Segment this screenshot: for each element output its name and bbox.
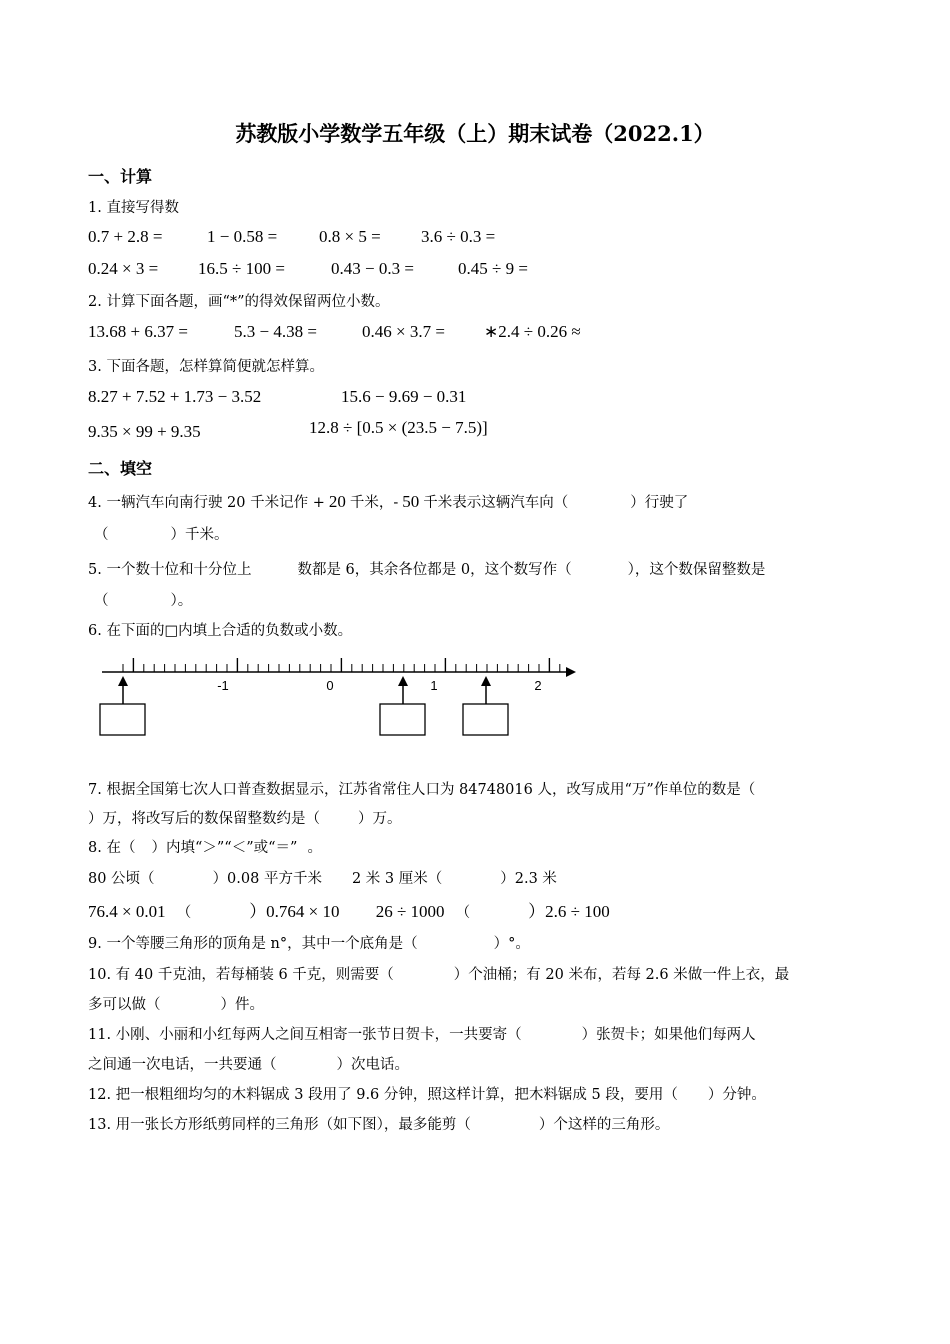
q8-text: ）0.08 平方千米 <box>212 871 322 887</box>
q8-prompt <box>88 836 322 857</box>
q1-item: 0.8 × 5 = <box>319 227 381 246</box>
q8-expr: ）2.6 ÷ 100 <box>528 902 610 921</box>
q9-text: ）°。 <box>493 936 530 952</box>
q3-expression: 15.6 − 9.69 − 0.31 <box>341 387 467 406</box>
q6-prompt: 6. 在下面的□内填上合适的负数或小数。 <box>88 623 353 639</box>
q3-expression: 12.8 ÷ [0.5 × (23.5 − 7.5)] <box>309 418 488 437</box>
answer-box[interactable] <box>100 704 145 735</box>
q11-text: ）次电话。 <box>336 1057 409 1073</box>
up-arrow-head <box>118 676 128 686</box>
q11-text: ）张贺卡；如果他们每两人 <box>581 1027 756 1043</box>
q5-text: ），这个数保留整数是 <box>627 562 766 578</box>
q7-text: ）万，将改写后的数保留整数约是（ <box>88 811 320 827</box>
q4-text: ）行驶了 <box>630 495 689 511</box>
q1-item: 0.43 − 0.3 = <box>331 259 414 278</box>
q2-item: 5.3 − 4.38 = <box>234 322 317 341</box>
q9-text: 9. 一个等腰三角形的顶角是 n°，其中一个底角是（ <box>88 936 418 952</box>
q2-item: 0.46 × 3.7 = <box>362 322 445 341</box>
tick-label-1: 1 <box>430 678 438 693</box>
q7-text: ）万。 <box>358 811 402 827</box>
q10-line1 <box>88 963 789 984</box>
up-arrow-head <box>481 676 491 686</box>
q12-line <box>88 1083 766 1104</box>
section-heading-calc: 一、计算 <box>88 167 153 186</box>
q8-paren: （ <box>455 905 471 921</box>
q11-line1 <box>88 1023 756 1044</box>
q4-text: 千米表示这辆汽车向（ <box>423 495 569 511</box>
q8-expr: 76.4 × 0.01 <box>88 902 166 921</box>
q10-line2 <box>88 993 264 1014</box>
q8-text: 。 <box>307 840 322 856</box>
q4-value: 50 <box>402 492 420 511</box>
q12-text: 12. 把一根粗细均匀的木料锯成 3 段用了 9.6 分钟，照这样计算，把木料锯成 5 段，要用（ <box>88 1087 678 1103</box>
q8-text: ）2.3 米 <box>500 871 557 887</box>
tick-group <box>123 658 560 672</box>
q4-text: 千米，- <box>349 495 399 511</box>
q1-item: 0.45 ÷ 9 = <box>458 259 528 278</box>
q1-item: 16.5 ÷ 100 = <box>198 259 285 278</box>
q10-text: ）件。 <box>220 997 264 1013</box>
q5-text: 数都是 6，其余各位都是 0，这个数写作（ <box>297 562 572 578</box>
q8-text: 2 米 3 厘米（ <box>351 871 443 887</box>
q8-expr: ）0.764 × 10 <box>249 902 340 921</box>
q3-expression: 9.35 × 99 + 9.35 <box>88 422 201 441</box>
q8-row1 <box>88 867 557 888</box>
q11-line2 <box>88 1053 409 1074</box>
q7-line2 <box>88 807 402 828</box>
q10-text: ）个油桶；有 20 米布，若每 2.6 米做一件上衣，最 <box>453 967 790 983</box>
answer-box[interactable] <box>380 704 425 735</box>
q8-expr: 26 ÷ 1000 <box>375 902 445 921</box>
q10-text: 10. 有 40 千克油，若每桶装 6 千克，则需要（ <box>88 967 394 983</box>
q1-item: 0.24 × 3 = <box>88 259 159 278</box>
page-title: 苏教版小学数学五年级（上）期末试卷（2022.1） <box>235 121 715 146</box>
q11-text: 11. 小刚、小丽和小红每两人之间互相寄一张节日贺卡，一共要寄（ <box>88 1027 522 1043</box>
q11-text: 之间通一次电话，一共要通（ <box>88 1057 277 1073</box>
q5-text: 5. 一个数十位和十分位上 <box>88 562 252 578</box>
tick-label-0: 0 <box>326 678 334 693</box>
section-heading-fill: 二、填空 <box>88 459 153 478</box>
tick-label-neg1: -1 <box>217 678 229 693</box>
q5-line2 <box>94 589 192 610</box>
q13-text: 13. 用一张长方形纸剪同样的三角形（如下图），最多能剪（ <box>88 1117 471 1133</box>
q9-line <box>88 932 530 953</box>
q12-text: ）分钟。 <box>707 1087 766 1103</box>
q4-text: ）千米。 <box>170 527 229 543</box>
q4-line2 <box>94 523 229 544</box>
up-arrow-head <box>398 676 408 686</box>
q8-text: 80 公顷（ <box>88 871 155 887</box>
q13-line <box>88 1113 669 1134</box>
q4-text: （ <box>94 527 109 543</box>
q7-line1: 7. 根据全国第七次人口普查数据显示，江苏省常住人口为 84748016 人，改写成用“万”作单位的数是（ <box>88 782 756 798</box>
tick-label-2: 2 <box>534 678 542 693</box>
q5-text: ）。 <box>170 593 193 609</box>
q1-item: 3.6 ÷ 0.3 = <box>421 227 496 246</box>
q8-row2 <box>88 897 610 922</box>
number-line-figure <box>90 640 590 745</box>
q2-prompt: 2. 计算下面各题，画“*”的得效保留两位小数。 <box>88 294 390 310</box>
answer-box[interactable] <box>463 704 508 735</box>
axis-arrowhead <box>566 667 576 677</box>
q4-line1 <box>88 491 688 512</box>
q8-text: ）内填“＞”“＜”或“＝” <box>151 840 298 856</box>
q8-text: 8. 在（ <box>88 840 136 856</box>
q2-item: 13.68 + 6.37 = <box>88 322 188 341</box>
q5-line1 <box>88 558 765 579</box>
q4-text: 4. 一辆汽车向南行驶 20 千米记作 + <box>88 495 325 511</box>
q10-text: 多可以做（ <box>88 997 161 1013</box>
q3-prompt: 3. 下面各题，怎样算简便就怎样算。 <box>88 359 324 375</box>
q8-paren: （ <box>176 905 192 921</box>
q1-item: 0.7 + 2.8 = <box>88 227 163 246</box>
q1-prompt: 1. 直接写得数 <box>88 200 179 216</box>
q2-item: ∗2.4 ÷ 0.26 ≈ <box>484 322 581 341</box>
q4-value: 20 <box>328 492 346 511</box>
q3-expression: 8.27 + 7.52 + 1.73 − 3.52 <box>88 387 262 406</box>
q5-text: （ <box>94 593 109 609</box>
q13-text: ）个这样的三角形。 <box>538 1117 670 1133</box>
q1-item: 1 − 0.58 = <box>207 227 278 246</box>
